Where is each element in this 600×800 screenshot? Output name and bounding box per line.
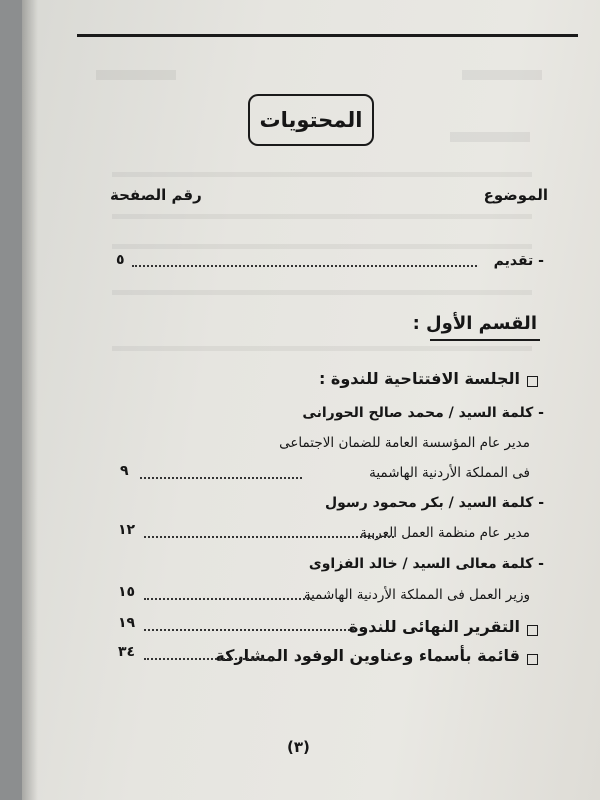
toc-speech2-page: ١٢: [118, 522, 136, 538]
toc-speech1-line2: فى المملكة الأردنية الهاشمية: [369, 465, 530, 481]
toc-speech2-line1: مدير عام منظمة العمل العربية: [360, 525, 530, 541]
toc-final-report-label: التقرير النهائى للندوة: [348, 617, 520, 636]
toc-speech3-label: - كلمة معالى السيد / خالد الفزاوى: [308, 556, 544, 572]
dot-leader: [144, 658, 264, 660]
part-one-heading: القسم الأول :: [412, 313, 537, 334]
toc-delegations-label: قائمة بأسماء وعناوين الوفود المشاركة: [215, 646, 520, 665]
dot-leader: [144, 536, 394, 538]
toc-speech1-page: ٩: [120, 463, 129, 479]
dot-leader: [144, 629, 354, 631]
bleed-through: [462, 70, 542, 80]
checkbox-icon: [527, 376, 538, 387]
toc-speech1-line1: مدير عام المؤسسة العامة للضمان الاجتماعى: [279, 435, 530, 451]
bleed-through: [96, 70, 176, 80]
document-page: [22, 0, 600, 800]
part-one-underline: [430, 339, 540, 341]
toc-speech1-label: - كلمة السيد / محمد صالح الحورانى: [302, 405, 544, 421]
toc-speech3-line1: وزير العمل فى المملكة الأردنية الهاشمية: [303, 587, 530, 603]
toc-speech2-label: - كلمة السيد / بكر محمود رسول: [325, 495, 544, 511]
column-page-header: رقم الصفحة: [110, 186, 202, 204]
toc-delegations-page: ٣٤: [118, 644, 136, 660]
toc-speech3-page: ١٥: [118, 584, 136, 600]
bleed-through: [112, 346, 532, 351]
dot-leader: [132, 265, 477, 267]
bleed-through: [450, 132, 530, 142]
contents-title: المحتويات: [248, 94, 374, 146]
top-rule: [77, 34, 578, 37]
dot-leader: [140, 477, 302, 479]
opening-session-heading: الجلسة الافتتاحية للندوة :: [318, 369, 520, 388]
checkbox-icon: [527, 625, 538, 636]
toc-intro-page: ٥: [116, 252, 125, 268]
page-number: (٣): [287, 738, 310, 756]
dot-leader: [144, 598, 312, 600]
column-topic-header: الموضوع: [483, 186, 548, 204]
bleed-through: [112, 172, 532, 177]
toc-final-report-page: ١٩: [118, 615, 136, 631]
bleed-through: [112, 214, 532, 219]
checkbox-icon: [527, 654, 538, 665]
toc-intro-label: - تقديم: [493, 253, 544, 269]
bleed-through: [112, 244, 532, 249]
bleed-through: [112, 290, 532, 295]
binding-shadow: [22, 0, 38, 800]
